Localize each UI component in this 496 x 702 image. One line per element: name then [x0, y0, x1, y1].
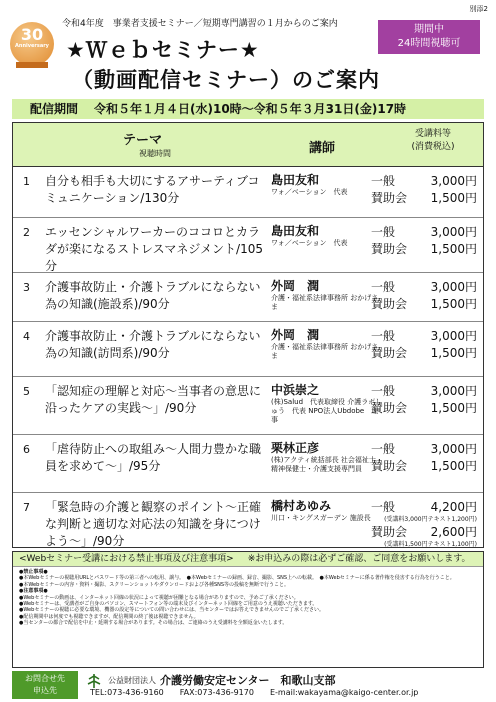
row-lecturer	[271, 328, 383, 361]
row-theme: エッセンシャルワーカーのココロとカラダが楽になるストレスマネジメント/105分	[45, 225, 263, 273]
fee-member: 1,500円	[430, 191, 477, 205]
fee-member-label: 賛助会	[371, 401, 408, 415]
row-number: 7	[23, 501, 30, 514]
row-fee	[371, 173, 477, 207]
row-lecturer	[271, 441, 383, 474]
lecturer-name: 島田友和	[271, 173, 320, 187]
table-row	[13, 322, 483, 377]
row-lecturer	[271, 224, 383, 248]
row-theme: 自分も相手も大切にするアサーティブコミュニケーション/130分	[45, 174, 260, 205]
row-theme: 介護事故防止・介護トラブルにならない為の知識(訪問系)/90分	[45, 329, 261, 360]
fee-general-label: 一般	[371, 500, 396, 514]
org-type: 公益財団法人	[108, 676, 156, 685]
header-theme: テーマ	[123, 133, 163, 148]
table-row	[13, 273, 483, 322]
notes-title: <Webセミナー受講における禁止事項及び注意事項>	[19, 554, 234, 564]
row-fee	[371, 383, 477, 417]
table-body	[13, 167, 483, 555]
row-number: 3	[23, 281, 30, 294]
header-time: 視聴時間	[139, 149, 171, 158]
fee-member-label: 賛助会	[371, 242, 408, 256]
row-number: 2	[23, 226, 30, 239]
corner-tag: 別添2	[469, 5, 488, 13]
notes-body	[13, 567, 483, 629]
row-fee	[371, 441, 477, 475]
organization-logo-icon	[86, 673, 102, 689]
lecturer-name: 外岡 潤	[271, 279, 320, 293]
fee-member-label: 賛助会	[371, 191, 408, 205]
fee-member-label: 賛助会	[371, 459, 408, 473]
note-line: ●注意事項●	[19, 588, 48, 595]
lecturer-name: 中浜崇之	[271, 383, 320, 397]
row-fee	[371, 224, 477, 258]
lecturer-affiliation: 介護・福祉系法律事務所 おかげさま	[271, 294, 379, 311]
notes-box	[12, 551, 484, 668]
note-line: ●本Webセミナーの内容・資料・撮影、スクリーンショットやダウンロードおよび各種SNS等の投稿を無断で行うこと。	[19, 581, 290, 588]
period-line1: 期間中	[414, 24, 444, 35]
note-line: ●禁止事項●	[19, 569, 48, 575]
header-fee-line2: (消費税込)	[411, 142, 455, 152]
fee-general-label: 一般	[371, 280, 396, 294]
fee-general: 3,000円	[430, 384, 477, 398]
table-row	[13, 167, 483, 218]
lecturer-name: 外岡 潤	[271, 328, 320, 342]
fee-general: 3,000円	[430, 225, 477, 239]
contact-box	[12, 671, 78, 699]
seminar-table	[12, 122, 484, 548]
lecturer-name: 栗林正彦	[271, 441, 320, 455]
lecturer-name: 橋村あゆみ	[271, 499, 332, 513]
email-link[interactable]: E-mail:wakayama@kaigo-center.or.jp	[269, 688, 419, 697]
row-lecturer	[271, 383, 383, 425]
anniversary-badge	[10, 22, 54, 66]
notes-header	[13, 552, 483, 567]
table-row	[13, 377, 483, 435]
lecturer-affiliation: (株)Salud 代表取締役 介護ラボしゅう 代表 NPO法人Ubdobe 理事	[271, 398, 383, 424]
viewing-period-box	[378, 20, 480, 54]
note-line: ●配信期間中は何度でも視聴できますが、配信期間の終了後は視聴できません。	[19, 613, 199, 620]
table-row	[13, 435, 483, 493]
lecturer-name: 島田友和	[271, 224, 320, 238]
table-row	[13, 218, 483, 273]
header-lecturer: 講師	[309, 141, 336, 156]
badge-ribbon	[16, 62, 48, 68]
fee-member: 1,500円	[430, 346, 477, 360]
row-theme: 「認知症の理解と対応～当事者の意思に沿ったケアの実践～」/90分	[45, 384, 262, 415]
badge-text: Anniversary	[15, 43, 49, 49]
row-fee	[371, 499, 477, 549]
fee-general-label: 一般	[371, 384, 396, 398]
fee-general: 4,200円	[430, 500, 477, 514]
contact-info	[90, 688, 434, 697]
org-name: 介護労働安定センター 和歌山支部	[160, 674, 336, 687]
row-number: 5	[23, 385, 30, 398]
lecturer-affiliation: ワォ／ベーション 代表	[271, 188, 348, 196]
header-fee	[387, 128, 479, 154]
fee-member: 2,600円	[430, 525, 477, 539]
row-number: 4	[23, 330, 30, 343]
contact-line1: お問合せ先	[25, 674, 65, 683]
page-title: ★Ｗｅｂセミナー★	[66, 38, 260, 62]
fee-general-label: 一般	[371, 174, 396, 188]
tel: TEL:073-436-9160	[90, 688, 164, 697]
fee-general-label: 一般	[371, 442, 396, 456]
fee-general-label: 一般	[371, 225, 396, 239]
lecturer-affiliation: 川口・キングスガーデン 施設長	[271, 514, 371, 522]
fee-general: 3,000円	[430, 174, 477, 188]
fee-member-label: 賛助会	[371, 346, 408, 360]
period-line2: 24時間視聴可	[397, 38, 461, 49]
table-header	[13, 123, 483, 167]
fee-member-label: 賛助会	[371, 525, 408, 539]
fee-member-note: (受講料1,500円テキスト1,100円)	[384, 541, 477, 548]
note-line: ●本Webセミナーの視聴用URLとパスワード等の第三者への転用、譲与。 ●本Webセミナーの録画、録音、撮影、SNS上への転載。 ●本Webセミナーに係る著作権を侵害する行為を行うこと。	[19, 575, 455, 582]
note-line: ●Webセミナーの視聴に必要な環境、機器の設定等についての問い合わせには、当センターではお答えできませんのでご了承ください。	[19, 607, 324, 614]
lecturer-affiliation: ワォ／ベーション 代表	[271, 239, 348, 247]
fee-member-label: 賛助会	[371, 297, 408, 311]
contact-line2: 申込先	[33, 686, 57, 695]
row-lecturer	[271, 499, 383, 523]
note-line: ●Webセミナーは、受講者がご自身のパソコン、スマートフォン等の端末及びインターネット回線をご用意のうえ視聴いただきます。	[19, 601, 318, 608]
distribution-period	[12, 99, 484, 119]
fee-general: 3,000円	[430, 442, 477, 456]
period-label: 配信期間	[30, 102, 79, 116]
fee-member: 1,500円	[430, 242, 477, 256]
notes-warning: ※お申込みの際は必ずご確認、ご同意をお願いします。	[247, 554, 471, 564]
lecturer-affiliation: 介護・福祉系法律事務所 おかげさま	[271, 343, 379, 360]
row-theme: 「虐待防止への取組み～人間力豊かな職員を求めて～」/95分	[45, 442, 262, 473]
fee-general-label: 一般	[371, 329, 396, 343]
row-number: 6	[23, 443, 30, 456]
fee-general: 3,000円	[430, 329, 477, 343]
row-fee	[371, 328, 477, 362]
row-theme: 介護事故防止・介護トラブルにならない為の知識(施設系)/90分	[45, 280, 261, 311]
fee-member: 1,500円	[430, 459, 477, 473]
row-theme: 「緊急時の介護と観察のポイント～正確な判断と適切な対応法の知識を身につけよう～」/90分	[45, 500, 262, 548]
lead-text: 令和4年度 事業者支援セミナー／短期専門講習の１月からのご案内	[62, 19, 338, 29]
header-fee-line1: 受講料等	[414, 129, 451, 139]
row-fee	[371, 279, 477, 313]
row-lecturer	[271, 279, 383, 312]
fee-general: 3,000円	[430, 280, 477, 294]
row-lecturer	[271, 173, 383, 197]
lecturer-affiliation: (株)アクティ統括部長 社会福祉士・精神保健士・介護支援専門員	[271, 456, 383, 473]
fee-general-note: (受講料3,000円テキスト1,200円)	[384, 516, 477, 523]
note-line: ●当センターの都合で配信を中止・延期する場合があります。その場合は、ご連絡のうえ受講料を全額返金いたします。	[19, 620, 288, 627]
period-range: 令和５年１月４日(水)10時～令和５年３月31日(金)17時	[94, 102, 407, 116]
footer	[12, 671, 484, 699]
note-line: ●Webセミナーの動画は、インターネット回線の状況によって視聴が困難となる場合がありますので、予めご了承ください。	[19, 594, 299, 601]
badge-number: 30	[20, 25, 44, 44]
row-number: 1	[23, 175, 30, 188]
fee-member: 1,500円	[430, 401, 477, 415]
fax: FAX:073-436-9170	[179, 688, 254, 697]
table-row	[13, 493, 483, 555]
page-subtitle: （動画配信セミナー）のご案内	[72, 68, 380, 92]
fee-member: 1,500円	[430, 297, 477, 311]
